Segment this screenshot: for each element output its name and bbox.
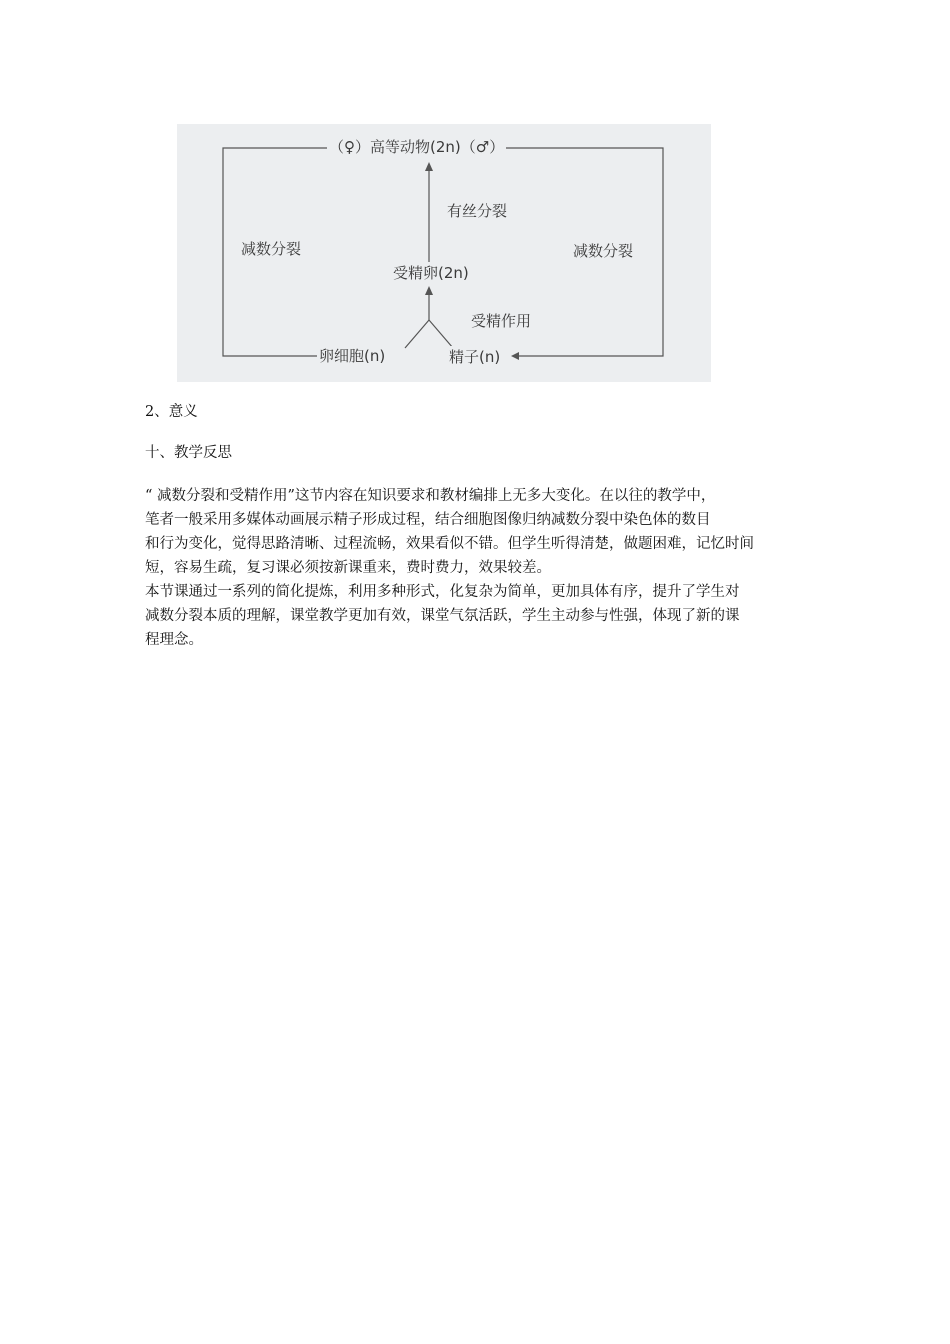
text-line: 本节课通过一系列的简化提炼，利用多种形式，化复杂为简单，更加具体有序，提升了学生对: [145, 584, 740, 600]
diagram-right-label: 减数分裂: [573, 242, 634, 260]
diagram-sperm-label: 精子(n): [449, 348, 501, 366]
text-line: 程理念。: [145, 632, 203, 648]
text-line: 减数分裂本质的理解，课堂教学更加有效，课堂气氛活跃，学生主动参与性强，体现了新的课: [145, 608, 740, 624]
diagram-left-label: 减数分裂: [241, 240, 302, 258]
fertilization-join: [405, 320, 453, 348]
diagram-fertilization-label: 受精作用: [471, 312, 532, 330]
text-line: “ 减数分裂和受精作用”这节内容在知识要求和教材编排上无多大变化。在以往的教学中，: [145, 488, 716, 504]
text-line: 短，容易生疏，复习课必须按新课重来，费时费力，效果较差。: [145, 560, 551, 576]
diagram-mitosis-label: 有丝分裂: [447, 202, 508, 220]
diagram-egg-label: 卵细胞(n): [319, 347, 386, 365]
text-line: 和行为变化，觉得思路清晰、过程流畅，效果看似不错。但学生听得清楚，做题困难，记忆时间: [145, 536, 754, 552]
life-cycle-diagram: [177, 124, 711, 382]
zygote-arrowhead: [425, 286, 433, 295]
heading-meaning: 2、意义: [145, 404, 198, 420]
sperm-arrowhead: [511, 352, 519, 360]
mitosis-arrowhead: [425, 162, 433, 171]
diagram-top-label: （♀）高等动物(2n)（♂）: [329, 138, 505, 156]
text-line: 笔者一般采用多媒体动画展示精子形成过程，结合细胞图像归纳减数分裂中染色体的数目: [145, 512, 711, 528]
heading-reflection: 十、教学反思: [145, 445, 232, 461]
paragraph-1: [145, 484, 815, 652]
diagram-zygote-label: 受精卵(2n): [393, 264, 469, 282]
